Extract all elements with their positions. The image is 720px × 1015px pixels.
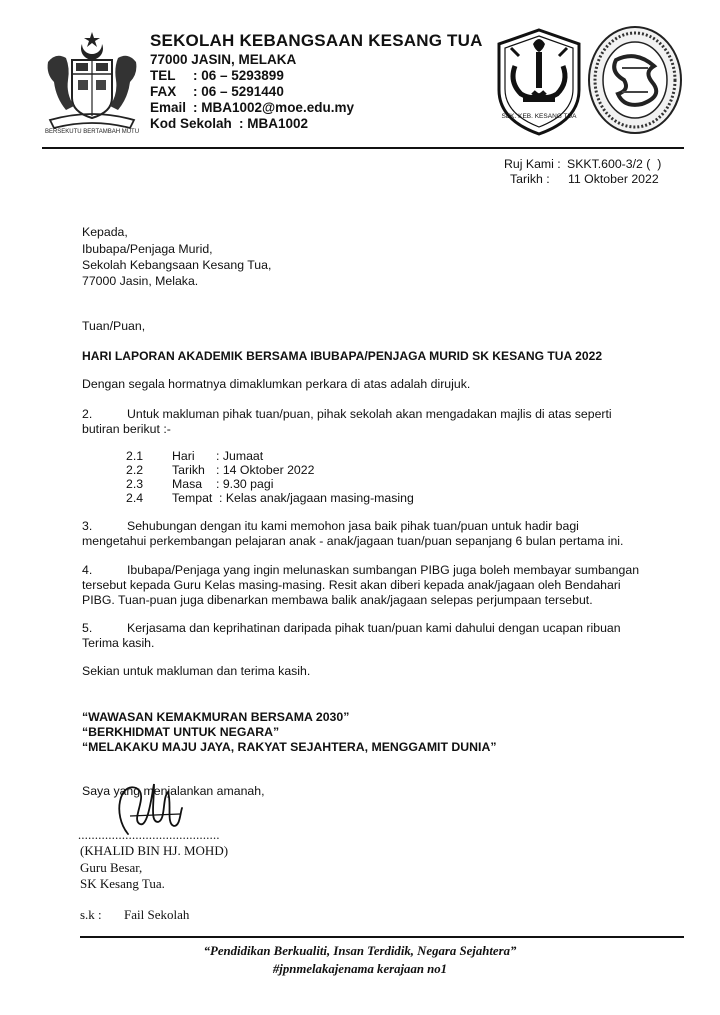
recipient-line: 77000 Jasin, Melaka. [82, 274, 199, 288]
detail-num: 2.4 [126, 491, 144, 505]
paragraph-5-line: Terima kasih. [82, 636, 155, 650]
letter-subject: HARI LAPORAN AKADEMIK BERSAMA IBUBAPA/PENJAGA MURID SK KESANG TUA 2022 [82, 349, 603, 363]
paragraph-2-line: Untuk makluman pihak tuan/puan, pihak sekolah akan mengadakan majlis di atas seperti [127, 407, 612, 421]
detail-value: : Kelas anak/jagaan masing-masing [219, 491, 414, 505]
coat-of-arms-icon [42, 30, 142, 136]
email-label: Email [150, 100, 187, 115]
signatory-name: (KHALID BIN HJ. MOHD) [80, 843, 229, 858]
paragraph-2-line: butiran berikut :- [82, 422, 171, 436]
letterhead-divider [42, 147, 684, 149]
paragraph-number: 3. [82, 519, 93, 533]
school-name: SEKOLAH KEBANGSAAN KESANG TUA [150, 31, 483, 50]
letter-date: 11 Oktober 2022 [568, 172, 659, 186]
footer-motto: “Pendidikan Berkualiti, Insan Terdidik, Negara Sejahtera” [203, 944, 517, 958]
signatory-title: Guru Besar, [80, 860, 143, 875]
reference-number: SKKT.600-3/2 ( ) [567, 157, 662, 171]
signature-line: .......................................... [78, 828, 220, 842]
signatory-school: SK Kesang Tua. [80, 876, 165, 891]
fax-label: FAX [150, 84, 177, 99]
school-code-label: Kod Sekolah [150, 116, 232, 131]
paragraph-4-line: Ibubapa/Penjaga yang ingin melunaskan sumbangan PIBG juga boleh membayar sumbangan [127, 563, 640, 577]
footer-divider [80, 936, 684, 938]
reference-label: Ruj Kami : [504, 157, 561, 171]
round-seal-icon [586, 24, 684, 136]
date-label: Tarikh : [510, 172, 550, 186]
detail-value: : 14 Oktober 2022 [216, 463, 315, 477]
tel-label: TEL [150, 68, 176, 83]
detail-value: : Jumaat [216, 449, 264, 463]
school-code-value: : MBA1002 [239, 116, 309, 131]
slogan: “WAWASAN KEMAKMURAN BERSAMA 2030” [82, 710, 350, 724]
school-address: 77000 JASIN, MELAKA [150, 52, 297, 67]
paragraph-4-line: PIBG. Tuan-puan juga dibenarkan membawa balik anak/jagaan selepas perjumpaan tersebut. [82, 593, 593, 607]
detail-label: Masa [172, 477, 203, 491]
detail-num: 2.3 [126, 477, 144, 491]
paragraph-number: 4. [82, 563, 93, 577]
detail-num: 2.2 [126, 463, 144, 477]
fax-value: : 06 – 5291440 [193, 84, 284, 99]
recipient-line: Ibubapa/Penjaga Murid, [82, 242, 213, 256]
email-value: : MBA1002@moe.edu.my [193, 100, 354, 115]
paragraph-5-line: Kerjasama dan keprihatinan daripada pihak tuan/puan kami dahului dengan ucapan ribuan [127, 621, 621, 635]
svg-text:BERSEKUTU BERTAMBAH MUTU: BERSEKUTU BERTAMBAH MUTU [44, 129, 140, 135]
detail-label: Tempat [172, 491, 213, 505]
detail-value: : 9.30 pagi [216, 477, 274, 491]
slogan: “MELAKAKU MAJU JAYA, RAKYAT SEJAHTERA, MENGGAMIT DUNIA” [82, 740, 497, 754]
cc-value: Fail Sekolah [124, 907, 190, 922]
footer-hashtag: #jpnmelakajenama kerajaan no1 [272, 962, 448, 976]
salutation: Tuan/Puan, [82, 319, 146, 333]
detail-num: 2.1 [126, 449, 144, 463]
paragraph-3-line: mengetahui perkembangan pelajaran anak - anak/jagaan tuan/puan sepanjang 6 bulan pertama ini. [82, 534, 624, 548]
tel-value: : 06 – 5293899 [193, 68, 284, 83]
paragraph-number: 5. [82, 621, 93, 635]
intro-paragraph: Dengan segala hormatnya dimaklumkan perkara di atas adalah dirujuk. [82, 377, 471, 391]
detail-label: Hari [172, 449, 195, 463]
cc-label: s.k : [80, 907, 102, 922]
recipient-to: Kepada, [82, 225, 128, 239]
slogan: “BERKHIDMAT UNTUK NEGARA” [82, 725, 280, 739]
recipient-line: Sekolah Kebangsaan Kesang Tua, [82, 258, 272, 272]
svg-text:SEK. KEB. KESANG TUA: SEK. KEB. KESANG TUA [501, 113, 577, 120]
closing-note: Sekian untuk makluman dan terima kasih. [82, 664, 311, 678]
paragraph-4-line: tersebut kepada Guru Kelas masing-masing. Resit akan diberi kepada anak/jagaan oleh Bendahari [82, 578, 621, 592]
signoff-trust: Saya yang menjalankan amanah, [82, 784, 265, 798]
paragraph-number: 2. [82, 407, 93, 421]
detail-label: Tarikh [172, 463, 205, 477]
paragraph-3-line: Sehubungan dengan itu kami memohon jasa baik pihak tuan/puan untuk hadir bagi [127, 519, 579, 533]
school-logo-icon [493, 26, 585, 138]
